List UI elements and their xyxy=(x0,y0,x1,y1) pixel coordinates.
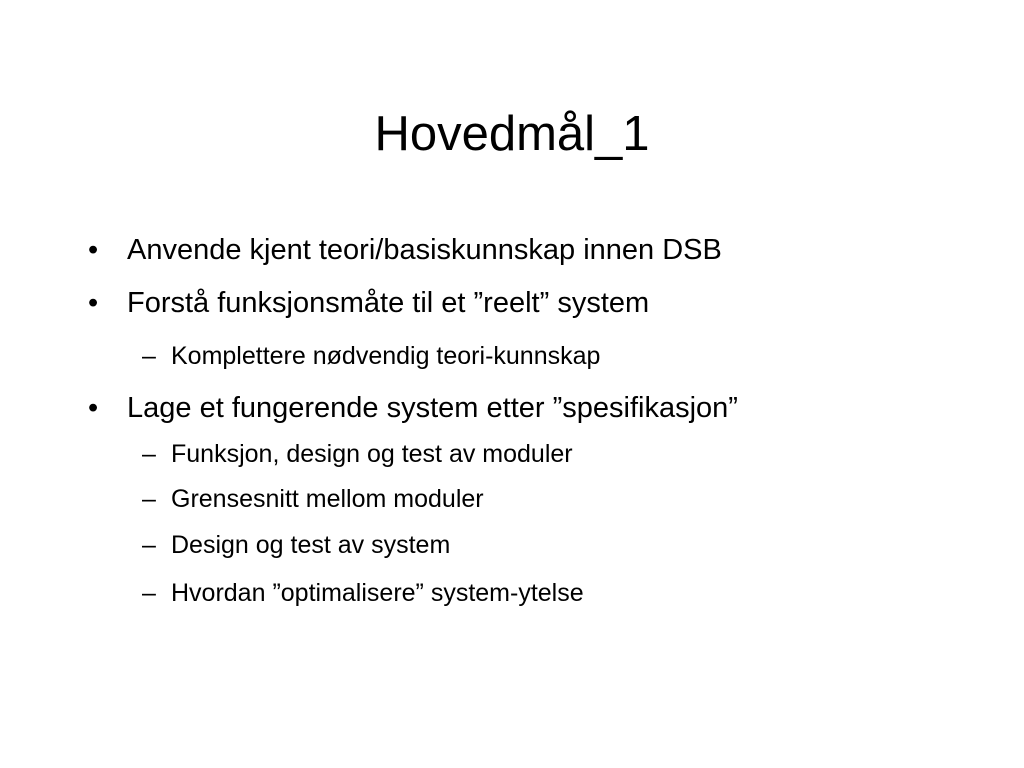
bullet-text: Anvende kjent teori/basiskunnskap innen DSB xyxy=(127,234,722,266)
bullet-text: Forstå funksjonsmåte til et ”reelt” system xyxy=(127,287,650,319)
sub-bullet-text: Funksjon, design og test av moduler xyxy=(171,440,573,468)
bullet-marker: • xyxy=(88,287,99,319)
sub-bullet-text: Komplettere nødvendig teori-kunnskap xyxy=(171,342,601,370)
bullet-text: Lage et fungerende system etter ”spesifikasjon” xyxy=(127,392,738,424)
sub-bullet-marker: – xyxy=(142,342,156,370)
sub-bullet-text: Hvordan ”optimalisere” system-ytelse xyxy=(171,579,584,607)
sub-bullet-text: Grensesnitt mellom moduler xyxy=(171,485,484,513)
sub-bullet-marker: – xyxy=(142,440,156,468)
sub-bullet-marker: – xyxy=(142,531,156,559)
bullet-marker: • xyxy=(88,234,99,266)
slide-title: Hovedmål_1 xyxy=(374,107,650,161)
bullet-marker: • xyxy=(88,392,99,424)
sub-bullet-text: Design og test av system xyxy=(171,531,451,559)
sub-bullet-marker: – xyxy=(142,485,156,513)
sub-bullet-marker: – xyxy=(142,579,156,607)
